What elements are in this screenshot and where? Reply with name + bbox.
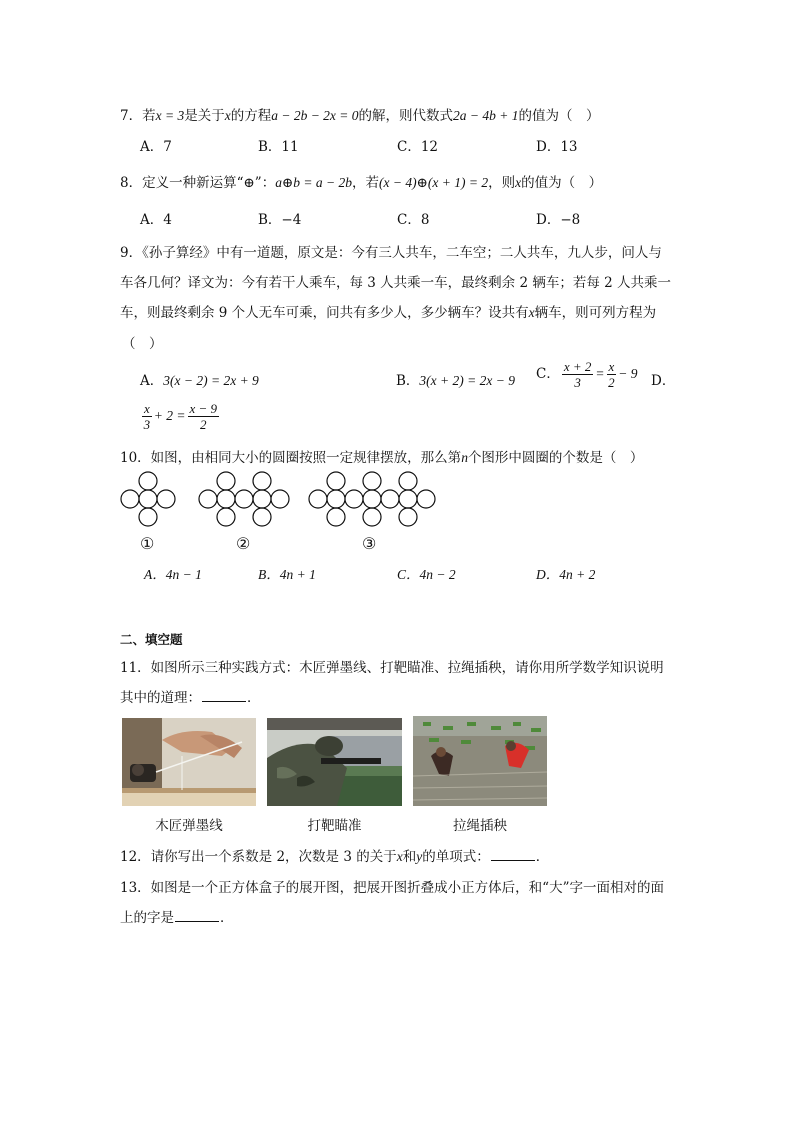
q11-line-1: 11．如图所示三种实践方式：木匠弹墨线、打靶瞄准、拉绳插秧，请你用所学数学知识说明 <box>120 660 664 676</box>
q9-option-d-label: D． <box>651 373 676 389</box>
q13-line-1: 13．如图是一个正方体盒子的展开图，把展开图折叠成小正方体后，和“大”字一面相对的面 <box>120 880 664 896</box>
pattern-label-1: ① <box>140 534 155 553</box>
q9-option-b: B．3(x + 2) = 2x − 9 <box>396 373 515 389</box>
q7-option-d: D．13 <box>536 139 578 155</box>
q9-answer-paren: （ ） <box>122 336 163 352</box>
circle-pattern-figure <box>118 470 448 530</box>
q9-option-a: A．3(x − 2) = 2x + 9 <box>140 373 259 389</box>
pattern-label-3: ③ <box>362 534 377 553</box>
q8-option-a: A．4 <box>140 212 172 228</box>
pattern-figure-3 <box>309 472 435 526</box>
pattern-figure-1 <box>121 472 175 526</box>
q13-answer-blank[interactable] <box>175 909 219 922</box>
q8-stem: 8．定义一种新运算“⊕”：a⊕b = a − 2b，若(x − 4)⊕(x + 1) = 2，则x的值为（ ） <box>120 175 603 191</box>
q13-line-2: 上的字是 ． <box>120 910 234 926</box>
q9-line-1: 9．《孙子算经》中有一道题，原文是：今有三人共车，二车空；二人共车，九人步，问人与 <box>120 245 662 261</box>
q10-stem: 10．如图，由相同大小的圆圈按照一定规律摆放，那么第n个图形中圆圈的个数是（ ） <box>120 450 644 466</box>
q8-option-c: C．8 <box>397 212 430 228</box>
caption-rice-planting: 拉绳插秧 <box>453 818 507 834</box>
carpenter-photo <box>122 718 256 806</box>
q9-option-c: C． $\frac{x + 2}{3}$ = $\frac{x}{2}$ − 9 <box>536 359 638 390</box>
caption-carpenter: 木匠弹墨线 <box>155 818 223 834</box>
q9-line-2: 车各几何？译文为：今有若干人乘车，每 3 人共乘一车，最终剩余 2 辆车；若每 2 人共乘一 <box>120 275 672 291</box>
shooting-photo <box>267 718 402 806</box>
caption-shooting: 打靶瞄准 <box>307 818 362 834</box>
pattern-figure-2 <box>199 472 289 526</box>
q7-option-a: A．7 <box>140 139 172 155</box>
q11-answer-blank[interactable] <box>202 689 246 702</box>
q7-stem: 7．若x = 3是关于x的方程a − 2b − 2x = 0的解，则代数式2a − 4b + 1的值为（ ） <box>120 108 600 124</box>
q7-option-b: B．11 <box>258 139 299 155</box>
q9-line-3: 车，则最终剩余 9 个人无车可乘，问共有多少人，多少辆车？设共有x辆车，则可列方程为 <box>120 305 657 321</box>
q8-option-b: B．−4 <box>258 212 302 228</box>
q10-option-c: C．4n − 2 <box>397 567 456 582</box>
q10-option-a: A．4n − 1 <box>144 567 202 582</box>
section-title: 二、填空题 <box>120 632 183 647</box>
q8-option-d: D．−8 <box>536 212 581 228</box>
q7-option-c: C．12 <box>397 139 439 155</box>
q10-option-d: D．4n + 2 <box>536 567 596 582</box>
q12-answer-blank[interactable] <box>491 848 535 861</box>
rice-planting-photo <box>413 716 547 806</box>
pattern-label-2: ② <box>236 534 251 553</box>
q11-line-2: 其中的道理： ． <box>120 690 261 706</box>
q10-option-b: B．4n + 1 <box>258 567 316 582</box>
q12-stem: 12．请你写出一个系数是 2，次数是 3 的关于x和y的单项式： ． <box>120 849 550 865</box>
q9-option-d: $\frac{x}{3}$ + 2 = $\frac{x - 9}{2}$ <box>143 401 218 432</box>
